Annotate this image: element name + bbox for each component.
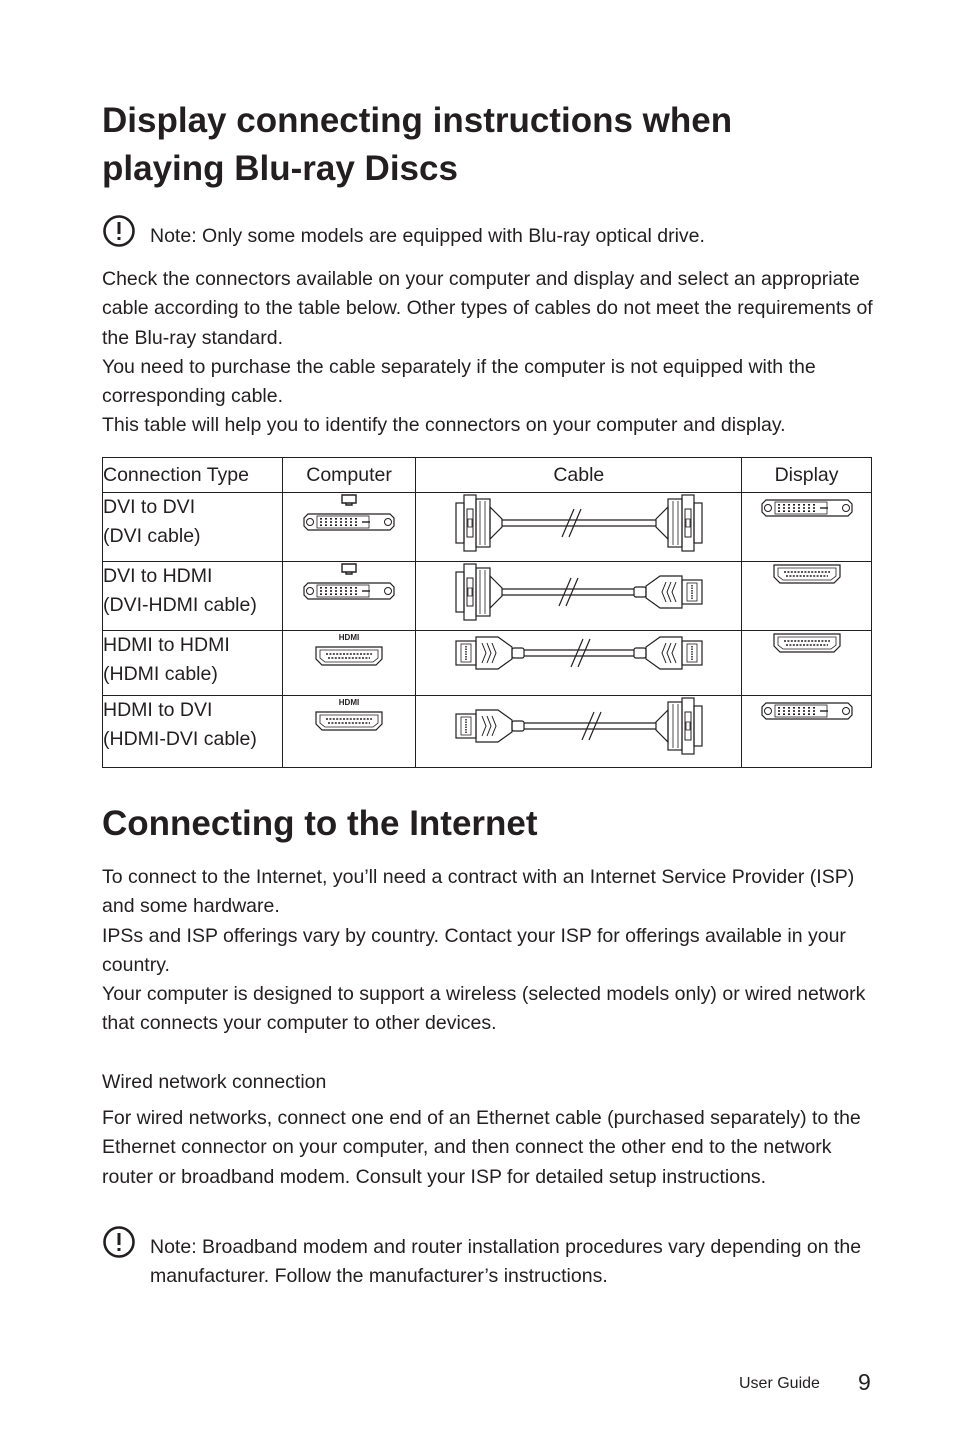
- paragraph: IPSs and ISP offerings vary by country. Contact your ISP for offerings available in your country.: [102, 924, 846, 976]
- hdmi-dvi-cable-icon: [454, 696, 704, 756]
- computer-connector-cell: [282, 631, 416, 696]
- internet-text: [102, 863, 882, 1039]
- header-connection-type: Connection Type: [103, 458, 283, 493]
- dvi-port-icon: [760, 493, 854, 523]
- hdmi-port-icon: [772, 631, 842, 655]
- paragraph: This table will help you to identify the connectors on your computer and display.: [102, 414, 786, 437]
- paragraph: Your computer is designed to support a wireless (selected models only) or wired network that connects your computer to other devices.: [102, 983, 866, 1035]
- cable-cell: [416, 631, 742, 696]
- display-connector-cell: [742, 493, 872, 562]
- dvi-port-icon: [760, 696, 854, 726]
- dvi-hdmi-cable-icon: [454, 562, 704, 622]
- cable-cell: [416, 562, 742, 631]
- note-icon: [103, 1226, 135, 1258]
- table-row: [103, 631, 872, 696]
- display-connector-cell: [742, 696, 872, 768]
- header-display: Display: [742, 458, 872, 493]
- display-connector-cell: [742, 562, 872, 631]
- cable-cell: [416, 493, 742, 562]
- section-title-bluray: Display connecting instructions when playing Blu-ray Discs: [102, 101, 733, 188]
- note-broadband: Note: Broadband modem and router installation procedures vary depending on the manufacturer. Follow the manufacturer’s instructions.: [150, 1236, 862, 1288]
- note-icon: [103, 215, 135, 247]
- dvi-port-icon: [302, 562, 396, 606]
- dvi-dvi-cable-icon: [454, 493, 704, 553]
- connection-type-cell: HDMI to DVI (HDMI-DVI cable): [103, 696, 283, 768]
- paragraph: Check the connectors available on your computer and display and select an appropriate cable according to the table below. Other types of cables do not meet the requirements of the Blu-ray standard.: [102, 268, 873, 349]
- hdmi-port-icon: [772, 562, 842, 586]
- section-title-internet: Connecting to the Internet: [102, 804, 538, 843]
- table-row: [103, 562, 872, 631]
- table-row: [103, 493, 872, 562]
- connection-type-cell: HDMI to HDMI (HDMI cable): [103, 631, 283, 696]
- computer-connector-cell: [282, 493, 416, 562]
- computer-connector-cell: [282, 562, 416, 631]
- hdmi-hdmi-cable-icon: [454, 631, 704, 675]
- paragraph: You need to purchase the cable separately if the computer is not equipped with the corresponding cable.: [102, 355, 816, 408]
- page-number: 9: [858, 1369, 871, 1395]
- paragraph-wired: For wired networks, connect one end of an Ethernet cable (purchased separately) to the Ethernet connector on your computer, and then connect the other end to the network router or broadband modem. Consult your ISP for detailed setup instructions.: [102, 1107, 861, 1188]
- paragraph: To connect to the Internet, you’ll need a contract with an Internet Service Provider (ISP) and some hardware.: [102, 866, 855, 918]
- connection-table: [102, 457, 872, 768]
- connection-type-cell: DVI to DVI (DVI cable): [103, 493, 283, 562]
- cable-cell: [416, 696, 742, 768]
- dvi-port-icon: [302, 493, 396, 537]
- header-computer: Computer: [282, 458, 416, 493]
- connection-type-cell: DVI to HDMI (DVI-HDMI cable): [103, 562, 283, 631]
- hdmi-logo: HDMI: [338, 698, 360, 707]
- table-row: [103, 696, 872, 768]
- table-header-row: [103, 458, 872, 493]
- note-bluray: Note: Only some models are equipped with Blu-ray optical drive.: [150, 225, 705, 247]
- display-connector-cell: [742, 631, 872, 696]
- footer-label: User Guide: [739, 1375, 820, 1392]
- hdmi-port-icon: [314, 696, 384, 734]
- intro-text: [102, 265, 882, 441]
- subheading-wired: Wired network connection: [102, 1071, 327, 1093]
- hdmi-logo: HDMI: [338, 633, 360, 642]
- header-cable: Cable: [416, 458, 742, 493]
- hdmi-port-icon: [314, 631, 384, 669]
- computer-connector-cell: [282, 696, 416, 768]
